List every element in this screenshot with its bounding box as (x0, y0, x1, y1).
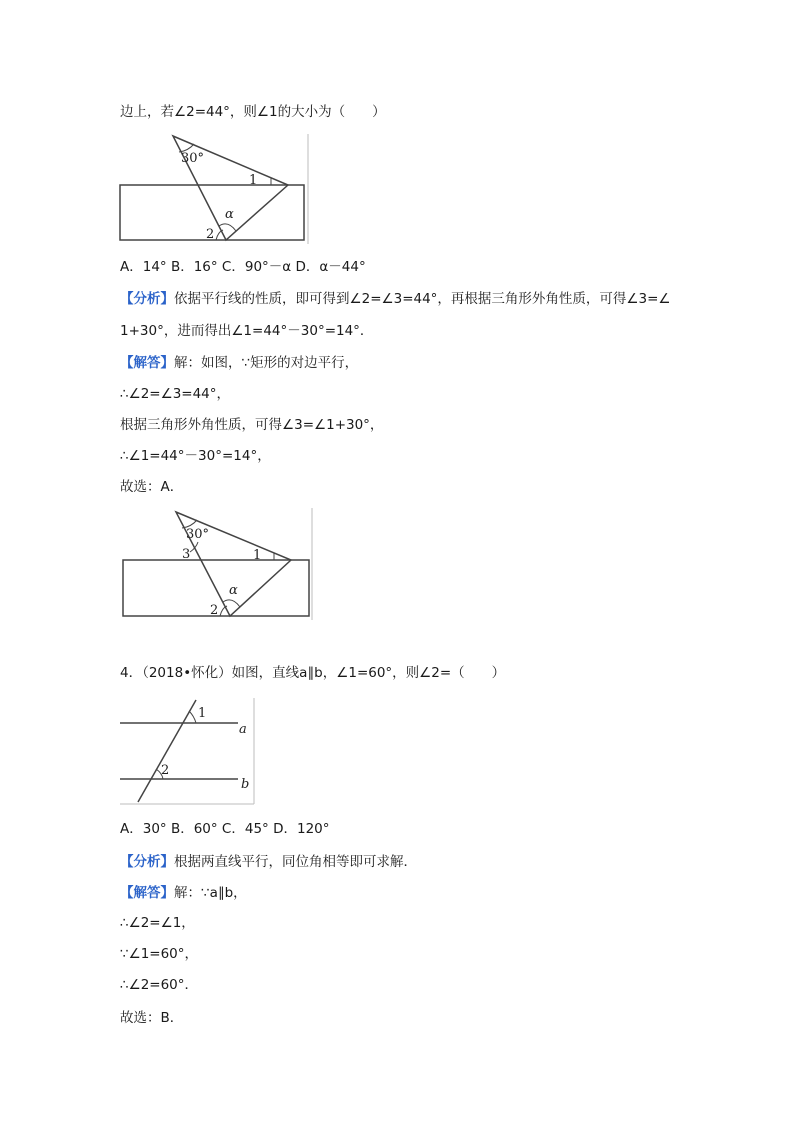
q3-answer-1 (120, 354, 358, 372)
q3-fig1-label-alpha: α (225, 207, 234, 222)
q4-answer-text-1: 解：∵a∥b， (174, 885, 247, 901)
q3-analysis-2: 1+30°，进而得出∠1=44°－30°=14°． (120, 323, 374, 339)
q4-answer-2: ∴∠2=∠1， (120, 915, 195, 931)
q3-analysis-text-1: 依据平行线的性质，即可得到∠2=∠3=44°，再根据三角形外角性质，可得∠3=∠ (174, 291, 671, 307)
q3-analysis-tag: 【分析】 (120, 291, 174, 307)
q3-answer-tag: 【解答】 (120, 355, 174, 371)
q3-answer-3: 根据三角形外角性质，可得∠3=∠1+30°， (120, 417, 384, 433)
q4-answer-tag: 【解答】 (120, 885, 174, 901)
q4-analysis (120, 853, 417, 871)
q3-figure-1 (118, 134, 310, 246)
q3-choice: 故选：A． (120, 479, 184, 495)
q4-label-1: 1 (198, 706, 207, 721)
q4-analysis-text: 根据两直线平行，同位角相等即可求解． (174, 854, 417, 870)
q3-answer-4: ∴∠1=44°－30°=14°， (120, 448, 271, 464)
q3-fig2-label-2: 2 (210, 603, 219, 618)
q3-fig2-angle-30: 30° (186, 527, 210, 542)
q3-fig2-label-3: 3 (182, 547, 191, 562)
q4-transversal (138, 700, 196, 802)
q4-answer-4: ∴∠2=60°． (120, 977, 199, 993)
q4-label-a: a (239, 722, 247, 737)
q3-fig2-label-1: 1 (253, 548, 262, 563)
q4-answer-1 (120, 884, 247, 902)
q4-figure (118, 698, 258, 806)
q3-fig1-label-1: 1 (249, 173, 258, 188)
q4-options: A．30° B．60° C．45° D．120° (120, 821, 330, 837)
q4-label-b: b (241, 777, 250, 792)
q3-answer-text-1: 解：如图，∵矩形的对边平行， (174, 355, 359, 371)
q3-answer-2: ∴∠2=∠3=44°， (120, 386, 231, 402)
q3-fig1-label-2: 2 (206, 227, 215, 242)
q3-fig1-angle-30: 30° (181, 151, 205, 166)
q3-options: A．14° B．16° C．90°－α D．α－44° (120, 259, 366, 275)
q4-analysis-tag: 【分析】 (120, 854, 174, 870)
q4-stem: 4．（2018•怀化）如图，直线a∥b，∠1=60°，则∠2=（ ） (120, 665, 506, 681)
q3-analysis-1 (120, 290, 671, 308)
q4-label-2: 2 (161, 763, 170, 778)
q4-answer-3: ∵∠1=60°， (120, 946, 199, 962)
q3-stem-tail: 边上，若∠2=44°，则∠1的大小为（ ） (120, 104, 386, 120)
q3-figure-2 (120, 508, 316, 620)
q3-fig2-label-alpha: α (229, 583, 238, 598)
q4-choice: 故选：B． (120, 1010, 184, 1026)
